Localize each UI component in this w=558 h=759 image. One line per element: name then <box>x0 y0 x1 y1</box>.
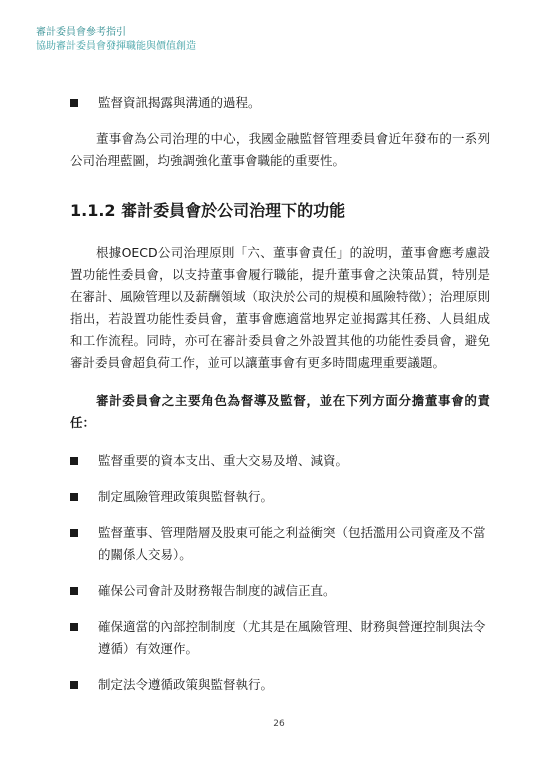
list-item <box>70 92 490 114</box>
header-subtitle: 協助審計委員會發揮職能與價值創造 <box>36 41 196 52</box>
list-item-text: 制定法令遵循政策與監督執行。 <box>98 677 274 692</box>
list-item <box>70 450 490 472</box>
list-item-text: 監督董事、管理階層及股東可能之利益衝突（包括濫用公司資產及不當的關係人交易）。 <box>98 525 486 562</box>
square-bullet-icon <box>70 529 78 537</box>
list-item-text: 確保公司會計及財務報告制度的誠信正直。 <box>98 583 336 598</box>
list-item <box>70 674 490 696</box>
square-bullet-icon <box>70 99 78 107</box>
section-lead-in: 審計委員會之主要角色為督導及監督，並在下列方面分擔董事會的責任： <box>70 393 490 430</box>
square-bullet-icon <box>70 681 78 689</box>
square-bullet-icon <box>70 623 78 631</box>
page-number: 26 <box>273 719 285 729</box>
header-title: 審計委員會參考指引 <box>36 27 126 38</box>
list-item <box>70 616 490 660</box>
square-bullet-icon <box>70 457 78 465</box>
list-item <box>70 580 490 602</box>
running-header <box>36 26 516 54</box>
square-bullet-icon <box>70 493 78 501</box>
section-paragraph: 根據OECD公司治理原則「六、董事會責任」的說明，董事會應考慮設置功能性委員會，以支持董事會履行職能，提升董事會之決策品質，特別是在審計、風險管理以及薪酬領域（取決於公司的規模和風險特徵）；治理原則指出，若設置功能性委員會，董事會應適當地界定並揭露其任務、人員組成和工作流程。同時，亦可在審計委員會之外設置其他的功能性委員會，避免審計委員會超負荷工作，並可以讓董事會有更多時間處理重要議題。 <box>70 245 490 370</box>
square-bullet-icon <box>70 587 78 595</box>
list-item-text: 監督重要的資本支出、重大交易及增、減資。 <box>98 453 349 468</box>
section-heading: 1.1.2 審計委員會於公司治理下的功能 <box>70 201 346 220</box>
list-item-text: 制定風險管理政策與監督執行。 <box>98 489 274 504</box>
main-content <box>70 88 490 696</box>
list-item <box>70 522 490 566</box>
intro-paragraph: 董事會為公司治理的中心，我國金融監督管理委員會近年發布的一系列公司治理藍圖，均強調強化董事會職能的重要性。 <box>70 131 490 168</box>
list-item <box>70 486 490 508</box>
list-item-text: 確保適當的內部控制制度（尤其是在風險管理、財務與營運控制與法令遵循）有效運作。 <box>98 619 486 656</box>
list-item-text: 監督資訊揭露與溝通的過程。 <box>98 95 261 110</box>
